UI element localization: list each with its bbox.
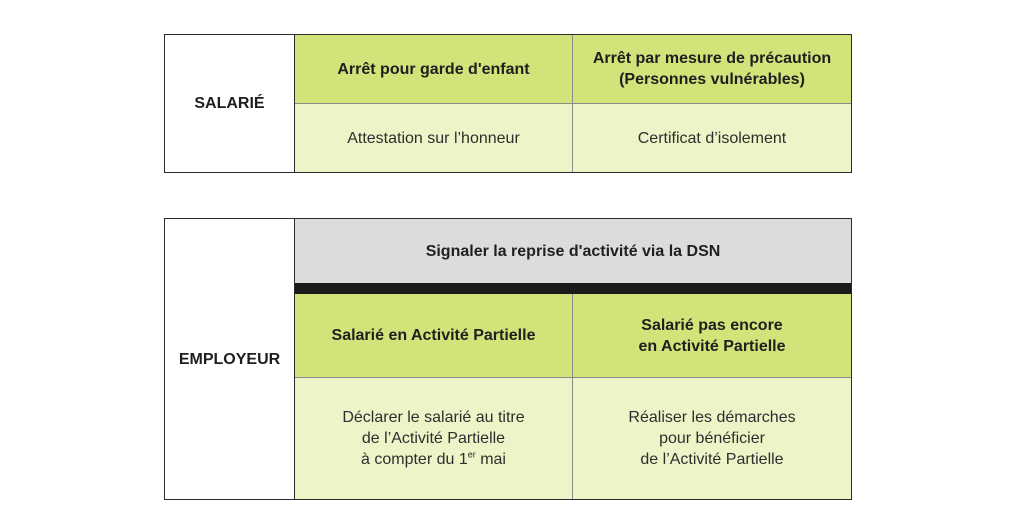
employeur-col2-header-text: Salarié pas encore en Activité Partielle — [638, 316, 786, 355]
salarie-col1-value-text: Attestation sur l’honneur — [347, 129, 520, 147]
employeur-col1-value-line2: de l’Activité Partielle — [361, 430, 506, 447]
salarie-table — [164, 34, 852, 173]
employeur-col1-value — [295, 378, 573, 499]
employeur-col1-header-text: Salarié en Activité Partielle — [331, 327, 536, 344]
employeur-col1-value-line3-start: à compter du 1 — [361, 451, 468, 468]
employeur-col2-header — [573, 294, 851, 378]
employeur-top-header-text: Signaler la reprise d'activité via la DSN — [425, 242, 721, 260]
employeur-col2-value-text: Réaliser les démarches pour bénéficier de l’Activité Partielle — [628, 409, 796, 468]
employeur-col1-value-line3-end: mai — [475, 451, 506, 468]
employeur-col1-value-line3 — [342, 449, 524, 470]
employeur-divider-bar — [295, 283, 851, 294]
employeur-table — [164, 218, 852, 500]
salarie-row-label — [165, 35, 295, 172]
salarie-col1-value — [295, 104, 573, 172]
salarie-col1-header — [295, 35, 573, 104]
employeur-label-text: EMPLOYEUR — [178, 350, 281, 368]
ordinal-superscript: er — [467, 449, 476, 460]
salarie-label-text: SALARIÉ — [194, 95, 265, 112]
salarie-col2-value-text: Certificat d’isolement — [637, 129, 787, 147]
employeur-row-label — [165, 219, 295, 499]
salarie-col2-header-text: Arrêt par mesure de précaution (Personnes vulnérables) — [592, 50, 832, 88]
salarie-col2-value — [573, 104, 851, 172]
employeur-top-header — [295, 219, 851, 283]
employeur-col1-value-line1: Déclarer le salarié au titre — [342, 409, 525, 426]
employeur-col1-header — [295, 294, 573, 378]
employeur-col2-value — [573, 378, 851, 499]
employeur-col1-value-text — [342, 407, 524, 470]
salarie-col1-header-text: Arrêt pour garde d'enfant — [337, 60, 530, 78]
salarie-col2-header — [573, 35, 851, 104]
